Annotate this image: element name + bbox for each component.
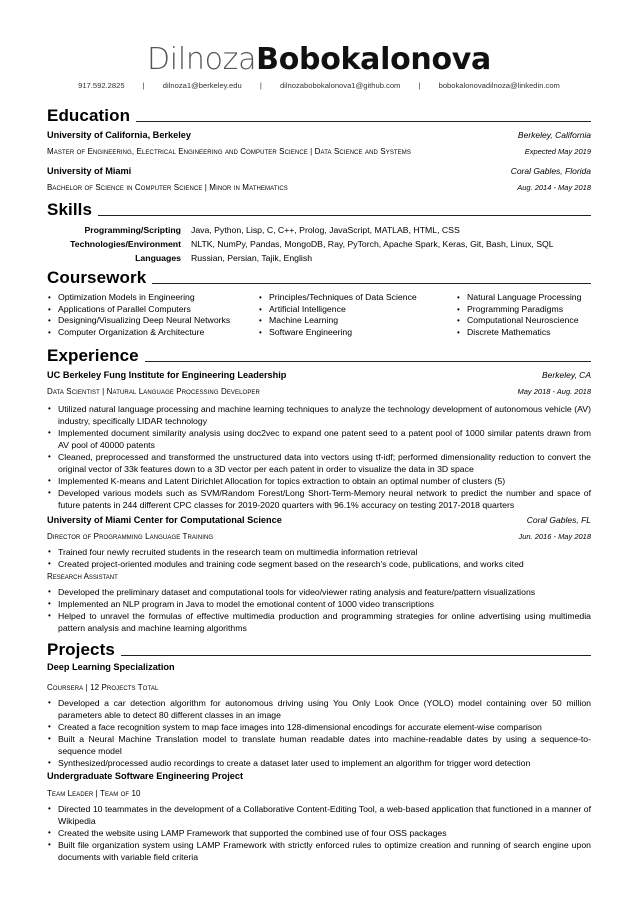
bullet-item: • Trained four newly recruited students in the research team on multimedia information retrieval: [47, 546, 591, 558]
section-rule: [47, 215, 591, 216]
education-degree-1: [47, 147, 591, 161]
bullet-item: • Implemented an NLP program in Java to model the emotional content of 1000 video transcriptions: [47, 598, 591, 610]
project-entry-2: [47, 771, 591, 785]
project-role-2: [47, 789, 591, 803]
location: Coral Gables, Florida: [510, 166, 591, 176]
bullet-item: • Developed a car detection algorithm for autonomous driving using You Only Look Once (YOLO) model containing over 50 million parameters able to detect 80 different classes in an image: [47, 697, 591, 721]
email-link[interactable]: dilnoza1@berkeley.edu: [162, 81, 242, 90]
section-projects: [47, 638, 591, 660]
bullet-item: • Synthesized/processed audio recordings to create a dataset later used to implement an algorithm for trigger word detection: [47, 757, 591, 769]
contact-separator: |: [142, 81, 145, 90]
bullet-item: • Created the website using LAMP Framework that supported the combined use of four OSS packages: [47, 827, 591, 839]
contact-line: [0, 81, 638, 90]
section-title: Projects: [47, 640, 121, 660]
location: Coral Gables, FL: [526, 515, 591, 525]
location: Berkeley, CA: [542, 370, 591, 380]
experience-bullets-3: [47, 586, 591, 634]
section-rule: [47, 655, 591, 656]
bullet-item: • Cleaned, preprocessed and transformed the unstructured data into vectors using tf-idf; performed dimensionality reduction to convert the original vector of 33k features down to a 3D vector per each patent in order to visualize the data in 3D space: [47, 451, 591, 475]
role: Team Leader | Team of 10: [47, 789, 141, 798]
course-item: • Computational Neuroscience: [456, 315, 581, 327]
skill-label: Programming/Scripting: [84, 225, 181, 235]
phone: 917.592.2825: [78, 81, 125, 90]
section-coursework: [47, 266, 591, 288]
institution: University of California, Berkeley: [47, 130, 191, 140]
skills-list: [47, 225, 591, 267]
date: Jun. 2016 - May 2018: [518, 532, 591, 541]
bullet-item: • Directed 10 teammates in the development of a Collaborative Content-Editing Tool, a web-based application that functioned in a manner of Wikipedia: [47, 803, 591, 827]
project-title: Deep Learning Specialization: [47, 662, 175, 672]
skill-row: [47, 225, 591, 239]
role: Data Scientist | Natural Language Processing Developer: [47, 387, 260, 396]
section-title: Experience: [47, 346, 145, 366]
skill-label: Languages: [135, 253, 181, 263]
course-item: • Designing/Visualizing Deep Neural Networks: [47, 315, 230, 327]
last-name: Bobokalonova: [256, 42, 491, 77]
role: Director of Programming Language Training: [47, 532, 214, 541]
course-item: • Optimization Models in Engineering: [47, 292, 230, 304]
section-title: Education: [47, 106, 136, 126]
coursework-column-2: [258, 292, 417, 339]
course-item: • Discrete Mathematics: [456, 327, 581, 339]
bullet-item: • Built a Neural Machine Translation model to translate human readable dates into machine-readable dates by using a sequence-to-sequence model: [47, 733, 591, 757]
skill-value: Russian, Persian, Tajik, English: [191, 253, 313, 263]
course-item: • Computer Organization & Architecture: [47, 327, 230, 339]
section-experience: [47, 344, 591, 366]
resume-name: [0, 40, 638, 78]
bullet-item: • Implemented K-means and Latent Dirichlet Allocation for topics extraction to obtain an optimal number of clusters (5): [47, 475, 591, 487]
contact-separator: |: [259, 81, 262, 90]
education-entry-1: [47, 130, 591, 144]
bullet-item: • Developed various models such as SVM/Random Forest/Long Short-Term-Memory neural network to predict the number and space of future patents in 244 different CPC classes for 2019-2020 quarters with 96.1% accuracy on testing 2017-2018 quarters: [47, 487, 591, 511]
organization: University of Miami Center for Computational Science: [47, 515, 282, 525]
section-skills: [47, 198, 591, 220]
course-item: • Applications of Parallel Computers: [47, 304, 230, 316]
location: Berkeley, California: [517, 130, 591, 140]
skill-row: [47, 239, 591, 253]
section-education: [47, 104, 591, 126]
date: Expected May 2019: [524, 147, 591, 156]
section-title: Coursework: [47, 268, 152, 288]
skill-value: Java, Python, Lisp, C, C++, Prolog, JavaScript, MATLAB, HTML, CSS: [191, 225, 460, 235]
linkedin-link[interactable]: bobokalonovadilnoza@linkedin.com: [438, 81, 560, 90]
experience-role-1: [47, 387, 591, 401]
contact-separator: |: [418, 81, 421, 90]
sub-role: Research Assistant: [47, 572, 118, 581]
coursework-column-3: [456, 292, 581, 339]
degree: Master of Engineering, Electrical Engineering and Computer Science | Data Science and Systems: [47, 147, 411, 156]
education-degree-2: [47, 183, 591, 197]
education-entry-2: [47, 166, 591, 180]
project-role-1: [47, 683, 591, 697]
bullet-item: • Created a face recognition system to map face images into 128-dimensional encodings for accurate element-wise comparison: [47, 721, 591, 733]
date: May 2018 - Aug. 2018: [517, 387, 591, 396]
date: Aug. 2014 - May 2018: [517, 183, 591, 192]
first-name: Dilnoza: [147, 42, 257, 77]
organization: UC Berkeley Fung Institute for Engineering Leadership: [47, 370, 287, 380]
course-item: • Machine Learning: [258, 315, 417, 327]
bullet-item: • Implemented document similarity analysis using doc2vec to expand one patent seed to a patent pool of 1000 similar patents drawn from AV pool of 40000 patents: [47, 427, 591, 451]
bullet-item: • Created project-oriented modules and training code segment based on the research's code, publications, and works cited: [47, 558, 591, 570]
project-bullets-1: [47, 697, 591, 769]
institution: University of Miami: [47, 166, 132, 176]
experience-entry-2: [47, 515, 591, 529]
course-item: • Natural Language Processing: [456, 292, 581, 304]
project-title: Undergraduate Software Engineering Project: [47, 771, 244, 781]
experience-entry-1: [47, 370, 591, 384]
bullet-item: • Helped to unravel the formulas of effective multimedia production and programming strategies for online advertising using multimedia pattern analysis and machine learning algorithms: [47, 610, 591, 634]
experience-bullets-1: [47, 403, 591, 511]
course-item: • Artificial Intelligence: [258, 304, 417, 316]
project-bullets-2: [47, 803, 591, 863]
coursework-column-1: [47, 292, 230, 339]
project-entry-1: [47, 662, 591, 676]
course-item: • Programming Paradigms: [456, 304, 581, 316]
skill-label: Technologies/Environment: [70, 239, 181, 249]
skill-row: [47, 253, 591, 267]
course-item: • Principles/Techniques of Data Science: [258, 292, 417, 304]
experience-role-2: [47, 532, 591, 546]
bullet-item: • Built file organization system using LAMP Framework with strictly enforced rules to optimize creation and running of search engine upon documents with variable field criteria: [47, 839, 591, 863]
skill-value: NLTK, NumPy, Pandas, MongoDB, Ray, PyTorch, Apache Spark, Keras, Git, Bash, Linux, SQL: [191, 239, 554, 249]
role: Coursera | 12 Projects Total: [47, 683, 159, 692]
bullet-item: • Utilized natural language processing and machine learning techniques to analyze the technology development of autonomous vehicle (AV) industry, specifically LIDAR technology: [47, 403, 591, 427]
bullet-item: • Developed the preliminary dataset and computational tools for video/viewer rating analysis and feature/pattern visualizations: [47, 586, 591, 598]
experience-bullets-2: [47, 546, 591, 570]
github-link[interactable]: dilnozabobokalonova1@github.com: [279, 81, 401, 90]
course-item: • Software Engineering: [258, 327, 417, 339]
degree: Bachelor of Science in Computer Science | Minor in Mathematics: [47, 183, 288, 192]
section-title: Skills: [47, 200, 98, 220]
